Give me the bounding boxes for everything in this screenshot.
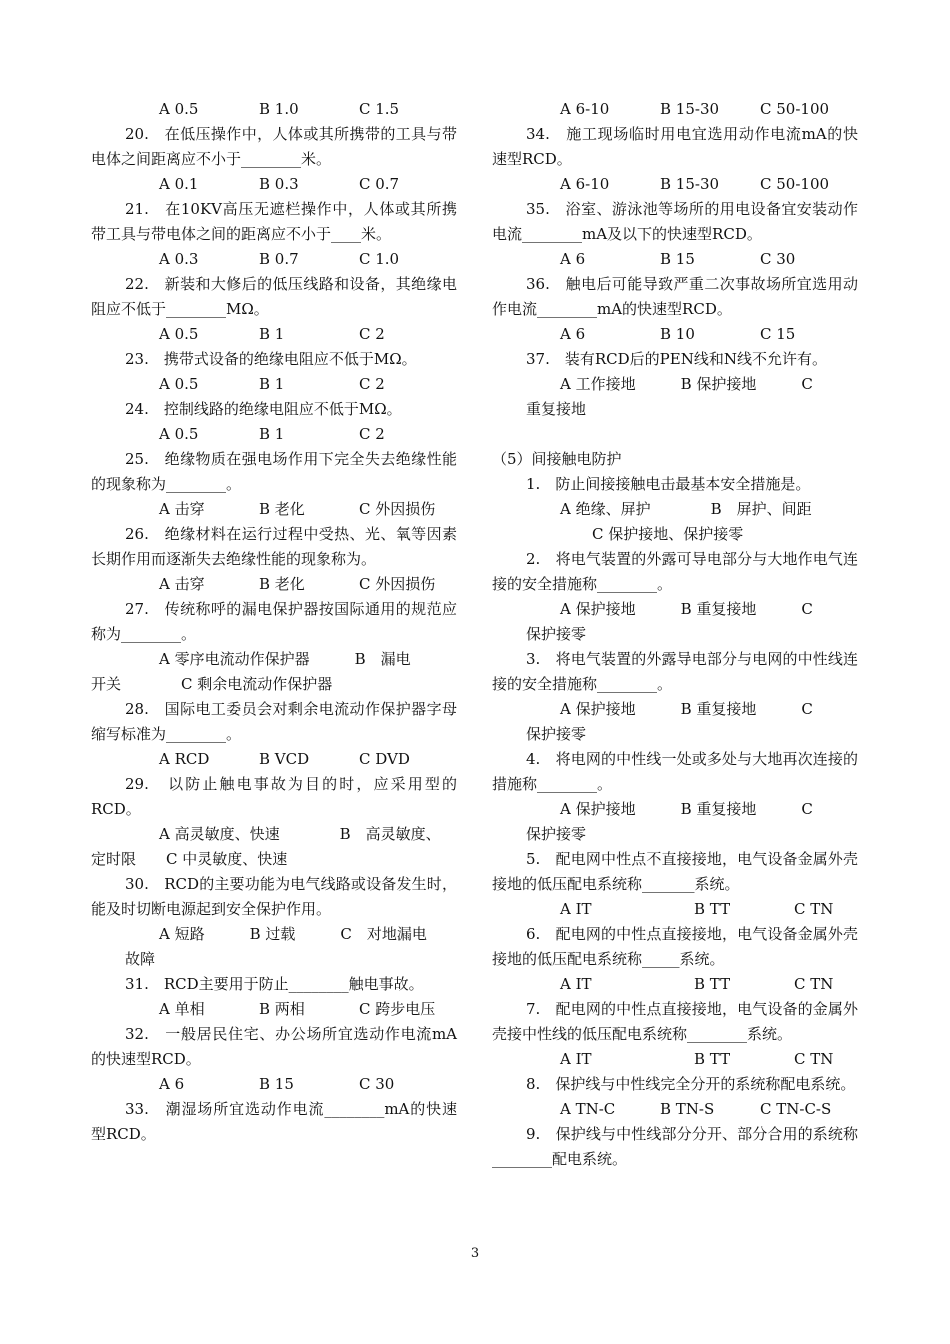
question-text: 传统称呼的漏电保护器按国际通用的规范应称为________。 [91,600,457,643]
question-text: 将电气装置的外露导电部分与电网的中性线连接的安全措施称________。 [492,650,858,693]
question-27: 27. 传统称呼的漏电保护器按国际通用的规范应称为________。 A 零序电流动作保护器 B 漏电 开关 C 剩余电流动作保护器 [91,600,457,693]
question-text: 配电网的中性点直接接地，电气设备的金属外壳接中性线的低压配电系统称________系统。 [492,1000,858,1043]
question-23: 23. 携带式设备的绝缘电阻应不低于MΩ。 A 0.5 B 1 C 2 [125,350,417,393]
question-text: 以防止触电事故为目的时，应采用型的RCD。 [91,775,457,818]
question-text: 浴室、游泳池等场所的用电设备宜安装动作电流________mA及以下的快速型RCD。 [492,200,858,243]
question-text: 配电网的中性点直接接地，电气设备金属外壳接地的低压配电系统称_____系统。 [492,925,858,968]
question-text: 在10KV高压无遮栏操作中，人体或其所携带工具与带电体之间的距离应不小于____米。 [91,200,457,243]
question-text: 潮湿场所宜选动作电流________mA的快速型RCD。 [91,1100,457,1143]
question-26: 26. 绝缘材料在运行过程中受热、光、氧等因素长期作用而逐渐失去绝缘性能的现象称为。 A 击穿 B 老化 C 外因损伤 [91,525,457,593]
lead-options [91,97,457,122]
section-question-1: 1. 防止间接接触电击最基本安全措施是。 A 绝缘、屏护 B 屏护、间距 C 保护接地、保护接零 [526,475,812,543]
section-question-6: 6. 配电网的中性点直接接地，电气设备金属外壳接地的低压配电系统称_____系统。 A IT B TT C TN [492,925,858,993]
option-b: B 15-30 [660,100,720,118]
option-b: B 1.0 [259,100,299,118]
question-text: 国际电工委员会对剩余电流动作保护器字母缩写标准为________。 [91,700,457,743]
question-30: 30. RCD的主要功能为电气线路或设备发生时，能及时切断电源起到安全保护作用。 A 短路 B 过载 C 对地漏电 故障 [91,875,457,968]
section-question-3: 3. 将电气装置的外露导电部分与电网的中性线连接的安全措施称________。 A 保护接地 B 重复接地 C 保护接零 [492,650,858,743]
question-text: 施工现场临时用电宜选用动作电流mA的快速型RCD。 [492,125,858,168]
question-24: 24. 控制线路的绝缘电阻应不低于MΩ。 A 0.5 B 1 C 2 [125,400,402,443]
question-37: 37. 装有RCD后的PEN线和N线不允许有。 A 工作接地 B 保护接地 C 重复接地 [526,350,827,418]
question-text: 控制线路的绝缘电阻应不低于MΩ。 [163,400,402,418]
question-36: 36. 触电后可能导致严重二次事故场所宜选用动作电流________mA的快速型RCD。 A 6 B 10 C 15 [492,275,858,343]
section-question-8: 8. 保护线与中性线完全分开的系统称配电系统。 A TN-C B TN-S C TN-C-S [526,1075,856,1118]
question-text: 将电网的中性线一处或多处与大地再次连接的措施称________。 [492,750,858,793]
section-question-2: 2. 将电气装置的外露可导电部分与大地作电气连接的安全措施称________。 A 保护接地 B 重复接地 C 保护接零 [492,550,858,643]
question-text: 绝缘材料在运行过程中受热、光、氧等因素长期作用而逐渐失去绝缘性能的现象称为。 [91,525,457,568]
question-text: 触电后可能导致严重二次事故场所宜选用动作电流________mA的快速型RCD。 [492,275,858,318]
section-question-9: 9. 保护线与中性线部分分开、部分合用的系统称________配电系统。 [492,1125,858,1168]
section-title: （5）间接触电防护 [492,450,622,468]
right-column [492,97,858,1172]
question-31: 31. RCD主要用于防止________触电事故。 A 单相 B 两相 C 跨步电压 [125,975,436,1018]
question-28: 28. 国际电工委员会对剩余电流动作保护器字母缩写标准为________。 A RCD B VCD C DVD [91,700,457,768]
question-29: 29. 以防止触电事故为目的时，应采用型的RCD。 A 高灵敏度、快速 B 高灵敏度、 定时限 C 中灵敏度、快速 [91,775,457,868]
question-text: RCD的主要功能为电气线路或设备发生时，能及时切断电源起到安全保护作用。 [91,875,457,918]
question-text: 装有RCD后的PEN线和N线不允许有。 [564,350,827,368]
question-text: 防止间接接触电击最基本安全措施是。 [555,475,811,493]
section-question-7: 7. 配电网的中性点直接接地，电气设备的金属外壳接中性线的低压配电系统称________系统。 A IT B TT C TN [492,1000,858,1068]
question-33: 33. 潮湿场所宜选动作电流________mA的快速型RCD。 [91,1100,457,1143]
section-question-5: 5. 配电网中性点不直接接地，电气设备金属外壳接地的低压配电系统称_______系统。 A IT B TT C TN [492,850,858,918]
question-20: 20. 在低压操作中，人体或其所携带的工具与带电体之间距离应不小于________米。 A 0.1 B 0.3 C 0.7 [91,125,457,193]
question-text: 配电网中性点不直接接地，电气设备金属外壳接地的低压配电系统称_______系统。 [492,850,858,893]
page-number: 3 [470,1246,480,1261]
left-column [91,97,457,1147]
option-c: C 1.5 [359,100,400,118]
question-text: 将电气装置的外露可导电部分与大地作电气连接的安全措施称________。 [492,550,858,593]
section-question-4: 4. 将电网的中性线一处或多处与大地再次连接的措施称________。 A 保护接地 B 重复接地 C 保护接零 [492,750,858,843]
question-text: 绝缘物质在强电场作用下完全失去绝缘性能的现象称为________。 [91,450,457,493]
question-text: 在低压操作中，人体或其所携带的工具与带电体之间距离应不小于________米。 [91,125,457,168]
question-34: 34. 施工现场临时用电宜选用动作电流mA的快速型RCD。 A 6-10 B 15-30 C 50-100 [492,125,858,193]
question-21: 21. 在10KV高压无遮栏操作中，人体或其所携带工具与带电体之间的距离应不小于____米。 A 0.3 B 0.7 C 1.0 [91,200,457,268]
option-c: C 50-100 [760,100,830,118]
question-text: 携带式设备的绝缘电阻应不低于MΩ。 [163,350,417,368]
question-text: 一般居民住宅、办公场所宜选动作电流mA的快速型RCD。 [91,1025,457,1068]
question-text: RCD主要用于防止________触电事故。 [163,975,424,993]
question-25: 25. 绝缘物质在强电场作用下完全失去绝缘性能的现象称为________。 A 击穿 B 老化 C 外因损伤 [91,450,457,518]
question-32: 32. 一般居民住宅、办公场所宜选动作电流mA的快速型RCD。 A 6 B 15 C 30 [91,1025,457,1093]
question-text: 保护线与中性线完全分开的系统称配电系统。 [555,1075,856,1093]
question-35: 35. 浴室、游泳池等场所的用电设备宜安装动作电流________mA及以下的快速型RCD。 A 6 B 15 C 30 [492,200,858,268]
lead-options [492,97,858,122]
option-a: A 0.5 [159,100,199,118]
question-22: 22. 新装和大修后的低压线路和设备，其绝缘电阻应不低于________MΩ。 A 0.5 B 1 C 2 [91,275,457,343]
question-text: 保护线与中性线部分分开、部分合用的系统称________配电系统。 [492,1125,858,1168]
question-text: 新装和大修后的低压线路和设备，其绝缘电阻应不低于________MΩ。 [91,275,457,318]
option-a: A 6-10 [560,100,610,118]
